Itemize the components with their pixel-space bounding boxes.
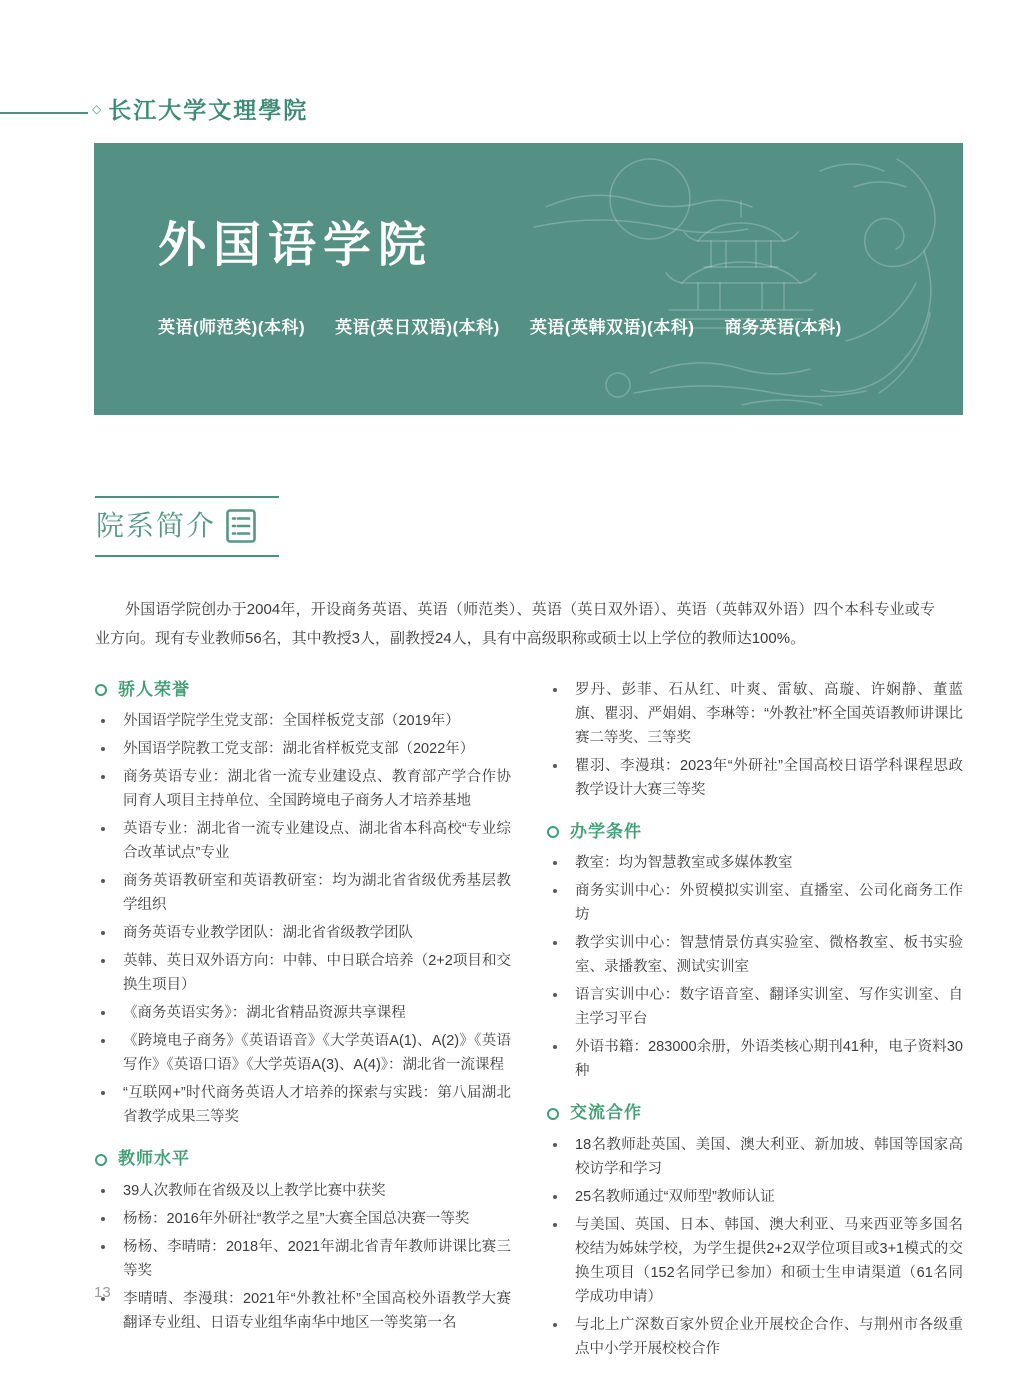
college-title: 外国语学院 — [158, 219, 434, 272]
section-header — [95, 496, 279, 557]
list-item-text: 25名教师通过“双师型”教师认证 — [575, 1188, 775, 1205]
list-item — [547, 1313, 963, 1361]
list-item-text: 李晴晴、李漫琪：2021年“外教社杯”全国高校外语教学大赛翻译专业组、日语专业组华南华中地区一等奖第一名 — [123, 1290, 511, 1331]
list-item-text: 外语书籍：283000余册，外语类核心期刊41种，电子资料30种 — [575, 1039, 963, 1080]
cloud-motif — [546, 195, 752, 207]
list-item — [547, 1185, 963, 1209]
cloud-motif — [650, 363, 810, 374]
section-heading-label: 交流合作 — [570, 1103, 642, 1123]
list-item-text: “互联网+”时代商务英语人才培养的探索与实践：第八届湖北省教学成果三等奖 — [123, 1085, 511, 1126]
document-list-icon — [226, 509, 256, 543]
header-rule — [0, 112, 88, 114]
bullet-icon — [553, 688, 557, 692]
bullet-icon — [553, 889, 557, 893]
page-number: 13 — [94, 1284, 111, 1301]
logo-text: 长江大学文理學院 — [108, 97, 309, 124]
bullet-icon — [101, 959, 105, 963]
list-item — [95, 1207, 511, 1231]
list-item-text: 英韩、英日双外语方向：中韩、中日联合培养（2+2项目和交换生项目） — [123, 953, 511, 994]
list-item — [95, 1235, 511, 1283]
list-item — [95, 737, 511, 761]
bullet-icon — [553, 941, 557, 945]
list-item-text: 罗丹、彭菲、石从红、叶爽、雷敏、高璇、许娴静、董蓝旗、瞿羽、严娟娟、李琳等：“外教社”杯全国英语教师讲课比赛二等奖、三等奖 — [575, 682, 963, 746]
bullet-icon — [101, 1245, 105, 1249]
list-item-text: 教学实训中心：智慧情景仿真实验室、微格教室、板书实验室、录播教室、测试实训室 — [575, 935, 963, 976]
circle-bullet-icon — [95, 684, 107, 696]
list-item — [95, 921, 511, 945]
content-columns — [95, 678, 963, 1365]
bullet-icon — [101, 719, 105, 723]
list-item-text: 与美国、英国、日本、韩国、澳大利亚、马来西亚等多国名校结为姊妹学校，为学生提供2+2双学位项目或3+1模式的交换生项目（152名同学已参加）和硕士生申请渠道（61名同学成功申请） — [575, 1216, 963, 1305]
section-heading-label: 教师水平 — [118, 1149, 190, 1169]
list-item-text: 英语专业：湖北省一流专业建设点、湖北省本科高校“专业综合改革试点”专业 — [123, 821, 511, 862]
list-item-text: 外国语学院学生党支部：全国样板党支部（2019年） — [123, 713, 460, 730]
list-item — [547, 879, 963, 927]
program-list — [158, 313, 842, 338]
list-item-text: 商务实训中心：外贸模拟实训室、直播室、公司化商务工作坊 — [575, 883, 963, 924]
list-item — [547, 983, 963, 1031]
list-item-text: 39人次教师在省级及以上教学比赛中获奖 — [123, 1182, 386, 1199]
bullet-icon — [101, 775, 105, 779]
bullet-icon — [101, 879, 105, 883]
list-item — [95, 1287, 511, 1335]
bullet-icon — [101, 1039, 105, 1043]
section-heading-label: 骄人荣誉 — [118, 680, 190, 699]
bullet-icon — [101, 1011, 105, 1015]
section-heading — [547, 822, 963, 842]
section-heading — [95, 680, 511, 700]
section-heading — [547, 1103, 963, 1123]
program-label: 英语(英日双语)(本科) — [335, 318, 500, 337]
bullet-icon — [553, 1223, 557, 1227]
intro-paragraph: 外国语学院创办于2004年，开设商务英语、英语（师范类）、英语（英日双外语）、英语（英韩双外语）四个本科专业或专业方向。现有专业教师56名，其中教授3人，副教授24人，具有中高级职称或硕士以上学位的教师达100%。 — [95, 601, 935, 647]
list-item-text: 《商务英语实务》：湖北省精品资源共享课程 — [123, 1005, 406, 1022]
list-item — [547, 1133, 963, 1181]
section-heading — [95, 1149, 511, 1169]
left-column — [95, 678, 511, 1365]
bullet-icon — [101, 931, 105, 935]
bullet-icon — [101, 1091, 105, 1095]
section-heading-label: 办学条件 — [570, 822, 642, 841]
bullet-icon — [101, 827, 105, 831]
circle-bullet-icon — [95, 1154, 107, 1166]
bullet-icon — [553, 764, 557, 768]
university-logo — [92, 92, 308, 125]
list-item-text: 与北上广深数百家外贸企业开展校企合作、与荆州市各级重点中小学开展校校合作 — [575, 1316, 963, 1357]
college-banner — [94, 143, 963, 415]
banner-decoration — [94, 143, 963, 415]
list-item — [547, 1213, 963, 1309]
program-label: 英语(英韩双语)(本科) — [529, 318, 695, 337]
list-item — [95, 1081, 511, 1129]
moon-motif — [610, 159, 690, 239]
bullet-icon — [101, 1217, 105, 1221]
list-item — [95, 709, 511, 733]
list-item — [547, 754, 963, 802]
list-item — [95, 949, 511, 997]
list-item — [95, 1179, 511, 1203]
diamond-icon: ◇ — [92, 101, 102, 116]
bullet-icon — [553, 1195, 557, 1199]
list-item-text: 语言实训中心：数字语音室、翻译实训室、写作实训室、自主学习平台 — [575, 987, 963, 1028]
bullet-icon — [553, 1045, 557, 1049]
circle-bullet-icon — [547, 826, 559, 838]
list-item-text: 杨杨、李晴晴：2018年、2021年湖北省青年教师讲课比赛三等奖 — [123, 1238, 511, 1279]
pavilion-motif — [666, 201, 816, 328]
program-label: 商务英语(本科) — [724, 318, 842, 337]
list-item — [95, 869, 511, 917]
list-item-text: 外国语学院教工党支部：湖北省样板党支部（2022年） — [123, 741, 475, 758]
list-item-text: 商务英语专业教学团队：湖北省省级教学团队 — [123, 925, 413, 942]
list-item-text: 商务英语专业：湖北省一流专业建设点、教育部产学合作协同育人项目主持单位、全国跨境电子商务人才培养基地 — [123, 769, 511, 810]
phoenix-motif — [821, 159, 935, 393]
circle-bullet-icon — [547, 1108, 559, 1120]
right-column — [547, 678, 963, 1365]
bullet-icon — [553, 861, 557, 865]
list-item-text: 《跨境电子商务》《英语语音》《大学英语A(1)、A(2)》《英语写作》《英语口语》《大学英语A(3)、A(4)》：湖北省一流课程 — [123, 1033, 511, 1074]
program-label: 英语(师范类)(本科) — [158, 318, 306, 337]
list-item — [95, 817, 511, 865]
list-item-text: 杨杨：2016年外研社“教学之星”大赛全国总决赛一等奖 — [123, 1210, 470, 1227]
list-item — [95, 765, 511, 813]
list-item-text: 教室：均为智慧教室或多媒体教室 — [575, 855, 793, 872]
list-item-text: 商务英语教研室和英语教研室：均为湖北省省级优秀基层教学组织 — [123, 873, 511, 914]
list-item — [547, 931, 963, 979]
list-item-text: 瞿羽、李漫琪：2023年“外研社”全国高校日语学科课程思政教学设计大赛三等奖 — [575, 758, 963, 798]
section-rule-bottom — [95, 555, 279, 557]
list-item — [547, 851, 963, 875]
list-item-text: 18名教师赴英国、美国、澳大利亚、新加坡、韩国等国家高校访学和学习 — [575, 1136, 963, 1177]
bullet-icon — [553, 1323, 557, 1327]
bullet-icon — [101, 1189, 105, 1193]
list-item — [95, 1029, 511, 1077]
section-title: 院系简介 — [96, 510, 217, 542]
list-item — [547, 678, 963, 750]
bullet-icon — [553, 993, 557, 997]
bullet-icon — [553, 1143, 557, 1147]
bullet-icon — [101, 747, 105, 751]
list-item — [547, 1035, 963, 1083]
list-item — [95, 1001, 511, 1025]
